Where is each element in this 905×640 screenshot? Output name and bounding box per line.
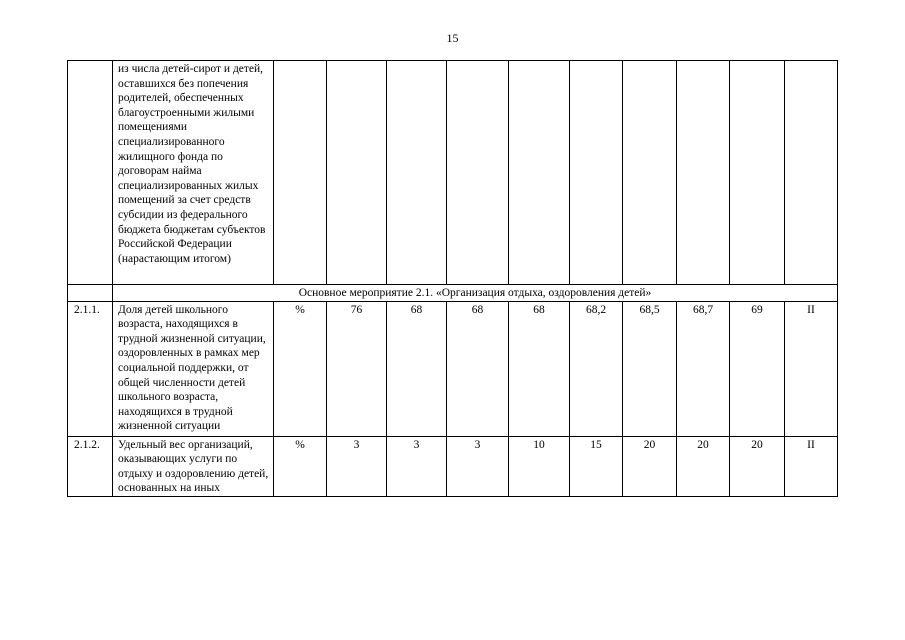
value-cell: 69 — [730, 301, 785, 436]
section-title: Основное мероприятие 2.1. «Организация отдыха, оздоровления детей» — [113, 285, 838, 302]
section-row — [68, 285, 838, 302]
table-row — [68, 61, 838, 285]
value-cell: 20 — [623, 436, 677, 496]
value-cell — [623, 61, 677, 285]
value-cell — [677, 61, 730, 285]
indicator-table — [67, 60, 838, 497]
value-cell — [509, 61, 570, 285]
table-row — [68, 301, 838, 436]
unit-cell — [274, 61, 327, 285]
value-cell: 20 — [730, 436, 785, 496]
source-cell — [785, 61, 838, 285]
indicator-description-cell: из числа детей-сирот и детей, оставшихся без попечения родителей, обеспеченных благоустроенными жилыми помещениями специализированного жилищного фонда по договорам найма специализированных жилых помещений за счет средств субсидии из федерального бюджета бюджетам субъектов Российской Федерации (нарастающим итогом) — [113, 61, 274, 285]
value-cell: 68,2 — [570, 301, 623, 436]
value-cell: 3 — [447, 436, 509, 496]
value-cell: 68,7 — [677, 301, 730, 436]
value-cell: 3 — [327, 436, 387, 496]
value-cell: 68 — [387, 301, 447, 436]
value-cell — [447, 61, 509, 285]
value-cell: 15 — [570, 436, 623, 496]
value-cell: 68 — [509, 301, 570, 436]
unit-cell: % — [274, 436, 327, 496]
table-row — [68, 436, 838, 496]
source-cell: II — [785, 436, 838, 496]
row-number-cell: 2.1.1. — [68, 301, 113, 436]
row-number-cell: 2.1.2. — [68, 436, 113, 496]
value-cell — [327, 61, 387, 285]
value-cell: 68 — [447, 301, 509, 436]
value-cell: 10 — [509, 436, 570, 496]
value-cell: 20 — [677, 436, 730, 496]
value-cell — [570, 61, 623, 285]
source-cell: II — [785, 301, 838, 436]
row-number-cell — [68, 285, 113, 302]
value-cell — [730, 61, 785, 285]
value-cell — [387, 61, 447, 285]
unit-cell: % — [274, 301, 327, 436]
value-cell: 68,5 — [623, 301, 677, 436]
row-number-cell — [68, 61, 113, 285]
value-cell: 3 — [387, 436, 447, 496]
value-cell: 76 — [327, 301, 387, 436]
indicator-description-cell: Доля детей школьного возраста, находящихся в трудной жизненной ситуации, оздоровленных в рамках мер социальной поддержки, от общей численности детей школьного возраста, находящихся в трудной жизненной ситуации — [113, 301, 274, 436]
page-number: 15 — [446, 31, 459, 45]
indicator-description-cell: Удельный вес организаций, оказывающих услуги по отдыху и оздоровлению детей, основанных на иных — [113, 436, 274, 496]
